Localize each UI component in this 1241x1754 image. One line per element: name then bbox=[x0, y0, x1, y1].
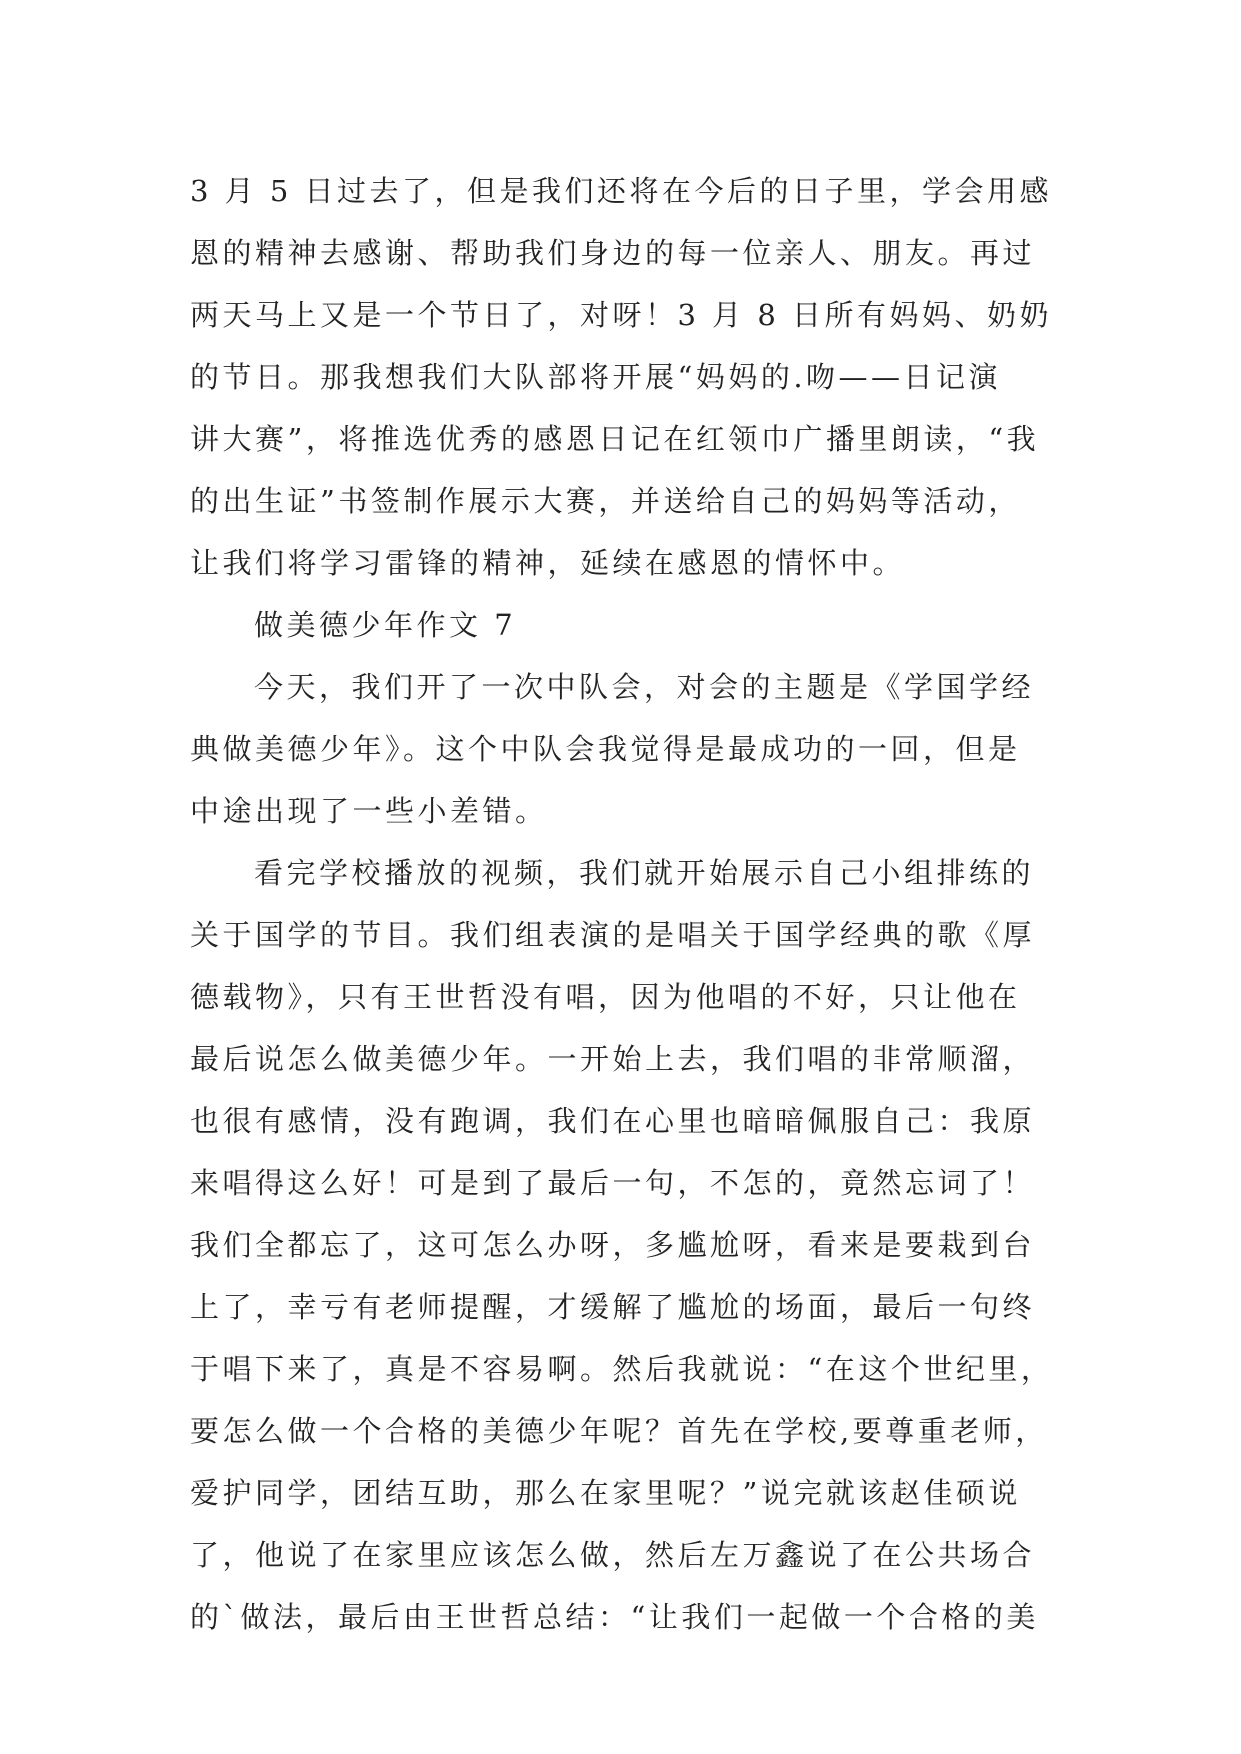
text-line: 要怎么做一个合格的美德少年呢？首先在学校,要尊重老师， bbox=[190, 1414, 1048, 1448]
text-line: 上了，幸亏有老师提醒，才缓解了尴尬的场面，最后一句终 bbox=[190, 1290, 1036, 1324]
document-body bbox=[190, 160, 1060, 1648]
text-line: 最后说怎么做美德少年。一开始上去，我们唱的非常顺溜， bbox=[190, 1042, 1036, 1076]
text-line: 了，他说了在家里应该怎么做，然后左万鑫说了在公共场合 bbox=[190, 1538, 1036, 1572]
text-line: 我们全都忘了，这可怎么办呀，多尴尬呀，看来是要栽到台 bbox=[190, 1228, 1036, 1262]
text-line: 的`做法，最后由王世哲总结：“让我们一起做一个合格的美 bbox=[190, 1600, 1039, 1634]
text-line: 也很有感情，没有跑调，我们在心里也暗暗佩服自己：我原 bbox=[190, 1104, 1036, 1138]
text-line: 今天，我们开了一次中队会，对会的主题是《学国学经 bbox=[254, 670, 1035, 704]
text-line: 让我们将学习雷锋的精神，延续在感恩的情怀中。 bbox=[190, 546, 906, 580]
text-line: 的出生证”书签制作展示大赛，并送给自己的妈妈等活动， bbox=[190, 484, 1021, 518]
text-line: 爱护同学，团结互助，那么在家里呢？”说完就该赵佳硕说 bbox=[190, 1476, 1021, 1510]
text-line: 典做美德少年》。这个中队会我觉得是最成功的一回，但是 bbox=[190, 732, 1021, 766]
text-line: 看完学校播放的视频，我们就开始展示自己小组排练的 bbox=[254, 856, 1035, 890]
text-line: 德载物》，只有王世哲没有唱，因为他唱的不好，只让他在 bbox=[190, 980, 1021, 1014]
text-line: 两天马上又是一个节日了，对呀！3 月 8 日所有妈妈、奶奶 bbox=[190, 298, 1053, 332]
text-line: 3 月 5 日过去了，但是我们还将在今后的日子里，学会用感 bbox=[190, 174, 1053, 208]
text-line: 关于国学的节目。我们组表演的是唱关于国学经典的歌《厚 bbox=[190, 918, 1036, 952]
text-line: 的节日。那我想我们大队部将开展“妈妈的.吻——日记演 bbox=[190, 360, 1002, 394]
text-line: 讲大赛”，将推选优秀的感恩日记在红领巾广播里朗读，“我 bbox=[190, 422, 1040, 456]
section-heading: 做美德少年作文 7 bbox=[254, 608, 517, 642]
text-line: 中途出现了一些小差错。 bbox=[190, 794, 548, 828]
text-line: 于唱下来了，真是不容易啊。然后我就说：“在这个世纪里， bbox=[190, 1352, 1054, 1386]
text-line: 来唱得这么好！可是到了最后一句，不怎的，竟然忘词了！ bbox=[190, 1166, 1036, 1200]
text-line: 恩的精神去感谢、帮助我们身边的每一位亲人、朋友。再过 bbox=[190, 236, 1036, 270]
